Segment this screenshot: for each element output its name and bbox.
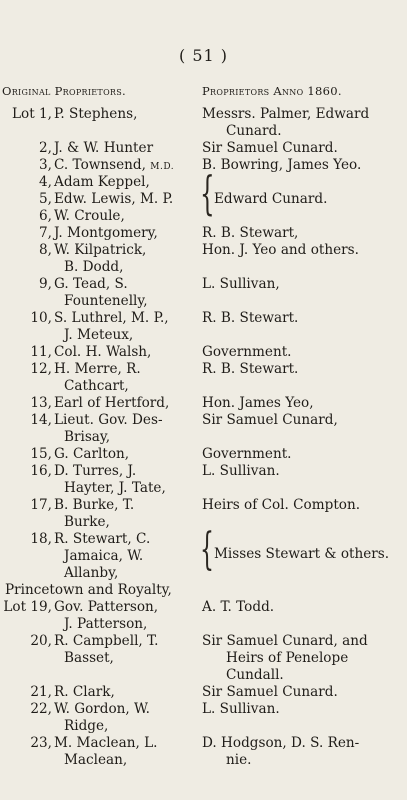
original-proprietor: W. Gordon, W. bbox=[54, 701, 150, 717]
proprietor-1860: R. B. Stewart. bbox=[202, 361, 299, 377]
lot-number: 13, bbox=[30, 395, 52, 411]
lot-number: 8, bbox=[39, 242, 52, 258]
original-proprietor: C. Townsend, M.D. bbox=[54, 157, 175, 173]
original-proprietor: J. & W. Hunter bbox=[54, 140, 154, 156]
original-proprietor: Edw. Lewis, M. P. bbox=[54, 191, 174, 207]
proprietor-1860: nie. bbox=[226, 752, 252, 768]
section-heading-princetown: Princetown and Royalty, bbox=[5, 582, 172, 598]
original-proprietor: J. Meteux, bbox=[64, 327, 134, 343]
original-proprietor: Basset, bbox=[64, 650, 114, 666]
original-proprietor: Col. H. Walsh, bbox=[54, 344, 152, 360]
original-proprietor: R. Campbell, T. bbox=[54, 633, 159, 649]
original-proprietor: G. Tead, S. bbox=[54, 276, 128, 292]
proprietor-1860: Sir Samuel Cunard, bbox=[202, 412, 338, 428]
proprietor-1860: L. Sullivan. bbox=[202, 463, 280, 479]
original-proprietor: W. Kilpatrick, bbox=[54, 242, 147, 258]
lot-number: 5, bbox=[39, 191, 52, 207]
original-proprietor: R. Stewart, C. bbox=[54, 531, 151, 547]
proprietor-1860: Sir Samuel Cunard. bbox=[202, 140, 338, 156]
lot-number: Lot 1, bbox=[12, 106, 52, 122]
original-proprietor: Fountenelly, bbox=[64, 293, 148, 309]
original-proprietor: G. Carlton, bbox=[54, 446, 130, 462]
proprietor-1860: Sir Samuel Cunard, and bbox=[202, 633, 368, 649]
header-proprietors-1860: Proprietors Anno 1860. bbox=[202, 84, 342, 98]
lot-number: 4, bbox=[39, 174, 52, 190]
brace-text-misses-stewart: Misses Stewart & others. bbox=[214, 546, 390, 562]
degree-suffix: M.D. bbox=[150, 162, 175, 172]
proprietor-1860: R. B. Stewart. bbox=[202, 310, 299, 326]
original-proprietor: S. Luthrel, M. P., bbox=[54, 310, 169, 326]
proprietor-1860: Hon. James Yeo, bbox=[202, 395, 314, 411]
lot-number: 7, bbox=[39, 225, 52, 241]
lot-number: 15, bbox=[30, 446, 52, 462]
lot-number: 12, bbox=[30, 361, 52, 377]
lot-number: 18, bbox=[30, 531, 52, 547]
original-proprietor: Brisay, bbox=[64, 429, 111, 445]
lot-number: 10, bbox=[30, 310, 52, 326]
original-proprietor: H. Merre, R. bbox=[54, 361, 141, 377]
proprietor-1860: Heirs of Penelope bbox=[226, 650, 349, 666]
original-proprietor: Hayter, J. Tate, bbox=[64, 480, 166, 496]
original-proprietor: Earl of Hertford, bbox=[54, 395, 170, 411]
original-proprietor: J. Patterson, bbox=[64, 616, 148, 632]
lot-number: 23, bbox=[30, 735, 52, 751]
lot-number: 14, bbox=[30, 412, 52, 428]
lot-number: 9, bbox=[39, 276, 52, 292]
original-proprietor: Lieut. Gov. Des- bbox=[54, 412, 163, 428]
proprietor-1860: Heirs of Col. Compton. bbox=[202, 497, 361, 513]
lot-number: 20, bbox=[30, 633, 52, 649]
original-proprietor: M. Maclean, L. bbox=[54, 735, 158, 751]
proprietor-1860: L. Sullivan. bbox=[202, 701, 280, 717]
proprietor-1860: Government. bbox=[202, 344, 292, 360]
original-proprietor: P. Stephens, bbox=[54, 106, 138, 122]
lot-number: 21, bbox=[30, 684, 52, 700]
proprietor-1860: Sir Samuel Cunard. bbox=[202, 684, 338, 700]
lot-number: 3, bbox=[39, 157, 52, 173]
page-number: ( 51 ) bbox=[178, 46, 228, 65]
proprietor-1860: Cundall. bbox=[226, 667, 284, 683]
lot-number: 17, bbox=[30, 497, 52, 513]
proprietor-1860: Messrs. Palmer, Edward bbox=[202, 106, 370, 122]
proprietor-1860: R. B. Stewart, bbox=[202, 225, 299, 241]
original-proprietor: W. Croule, bbox=[54, 208, 125, 224]
original-proprietor: B. Dodd, bbox=[64, 259, 124, 275]
original-proprietor: D. Turres, J. bbox=[54, 463, 137, 479]
proprietor-1860: L. Sullivan, bbox=[202, 276, 280, 292]
brace-text-edward-cunard: Edward Cunard. bbox=[214, 191, 328, 207]
proprietor-1860: Government. bbox=[202, 446, 292, 462]
original-proprietor: Gov. Patterson, bbox=[54, 599, 159, 615]
proprietor-1860: A. T. Todd. bbox=[202, 599, 275, 615]
original-proprietor: B. Burke, T. bbox=[54, 497, 135, 513]
original-proprietor: Adam Keppel, bbox=[54, 174, 150, 190]
proprietor-1860: Cunard. bbox=[226, 123, 282, 139]
proprietor-1860: B. Bowring, James Yeo. bbox=[202, 157, 362, 173]
lot-number: 11, bbox=[30, 344, 52, 360]
proprietor-1860: D. Hodgson, D. S. Ren- bbox=[202, 735, 360, 751]
original-proprietor: R. Clark, bbox=[54, 684, 115, 700]
column-headers bbox=[0, 84, 407, 102]
lot-number: 6, bbox=[39, 208, 52, 224]
original-proprietor: Jamaica, W. bbox=[64, 548, 144, 564]
lot-number: 16, bbox=[30, 463, 52, 479]
brace-lots-4-6: { bbox=[200, 166, 215, 220]
original-proprietor: Maclean, bbox=[64, 752, 128, 768]
original-proprietor: Ridge, bbox=[64, 718, 109, 734]
original-proprietor: Cathcart, bbox=[64, 378, 129, 394]
lot-number: 22, bbox=[30, 701, 52, 717]
original-proprietor: Allanby, bbox=[64, 565, 119, 581]
proprietor-1860: Hon. J. Yeo and others. bbox=[202, 242, 359, 258]
original-proprietor: Burke, bbox=[64, 514, 110, 530]
brace-lot-18: { bbox=[200, 524, 214, 575]
header-original-proprietors: Original Proprietors. bbox=[2, 84, 126, 98]
lot-number: Lot 19, bbox=[3, 599, 52, 615]
original-proprietor: J. Montgomery, bbox=[54, 225, 158, 241]
lot-number: 2, bbox=[39, 140, 52, 156]
